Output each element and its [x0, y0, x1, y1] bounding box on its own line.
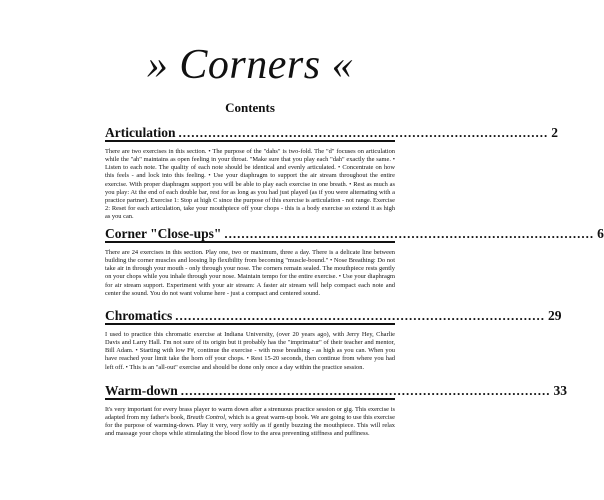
- section-heading: [105, 383, 568, 400]
- page-title: » Corners «: [146, 42, 354, 88]
- section-corner-close-ups: [105, 226, 604, 298]
- section-heading: [105, 308, 562, 325]
- section-articulation: [105, 125, 558, 221]
- leader-dots: .......................................................................................: [178, 125, 549, 140]
- section-heading: [105, 226, 604, 243]
- section-title: Warm-down: [105, 383, 178, 398]
- section-page-number: 29: [548, 308, 562, 323]
- section-chromatics: [105, 308, 562, 372]
- leader-dots: .......................................................................................: [180, 383, 551, 398]
- contents-heading: Contents: [225, 100, 275, 115]
- leader-dots: .......................................................................................: [224, 226, 595, 241]
- section-body: I used to practice this chromatic exercise at Indiana University, (over 20 years ago), with Jerry Hey, Charlie Davis and Larry Hall. I'm not sure of its origin but it probably has the "imprimatur" of their teacher and mentor, Bill Adam. • Starting with low F#, continue the exercise - with nose breathing - as high as you can. When you have reached your limit take the horn off your chops. • Rest 15-20 seconds, then continue from where you had left off. • This is an "all-out" exercise and should be done only once a day within the practice session.: [105, 331, 395, 371]
- section-title: Articulation: [105, 125, 176, 140]
- body-text: It's very important for every brass player to warm down after a strenuous practice session or gig. This exercise is adapted from my father's book,: [105, 406, 395, 422]
- section-warm-down: [105, 383, 568, 439]
- section-page-number: 33: [553, 383, 568, 398]
- leader-dots: .......................................................................................: [175, 308, 545, 323]
- section-page-number: 6: [597, 226, 604, 241]
- section-title: Corner "Close-ups": [105, 226, 222, 241]
- section-body: [105, 406, 395, 439]
- section-body: There are 24 exercises in this section. Play one, two or maximum, three a day. There is a delicate line between building the corner muscles and loosing lip flexibility from becoming "muscle-bound." • Nose Breathing: Do not take air in through your mouth - only through your nose. The corners remain sealed. The mouthpiece rests gently on your chops while you inhale through your nose. Maintain tempo for the entire exercise. • Use your diaphragm for air stream support. Experiment with your air stream: A faster air stream will help compact each note and center the sound. You do not want volume here - just a compact and centered sound.: [105, 249, 395, 297]
- section-title: Chromatics: [105, 308, 173, 323]
- section-heading: [105, 125, 558, 142]
- body-text: , which is a great warm-up book. We are going to use this exercise for the purpose of warming-down. Play it very, very softly as if gently buzzing the mouthpiece. This will relax and massage your chops while stimulating the blood flow to the area preventing stiffness and puffiness.: [105, 414, 395, 438]
- section-body: There are two exercises in this section. • The purpose of the "dahs" is two-fold. The "d" focuses on articulation while the "ah" maintains as open feeling in your throat. "Make sure that you play each "dah" exactly the same. • Listen to each note. The quality of each note should be identical and evenly articulated. • Concentrate on how this feels - and lock into this feeling. • Use your diaphragm to support the air stream throughout the entire exercise. With proper diaphragm support you will be able to play each exercise in one breath. • Rest as much as you play: At the end of each double bar, rest for as long as you had just played (as if you were alternating with a practice partner). Exercise 1: Stop at high C since the purpose of this exercise is articulation - not range. Exercise 2: Reset for each articulation, take your mouthpiece off your chops - this is a body exercise so extend it as high as you can.: [105, 148, 395, 221]
- section-page-number: 2: [551, 125, 558, 140]
- book-title: Breath Control: [186, 414, 225, 422]
